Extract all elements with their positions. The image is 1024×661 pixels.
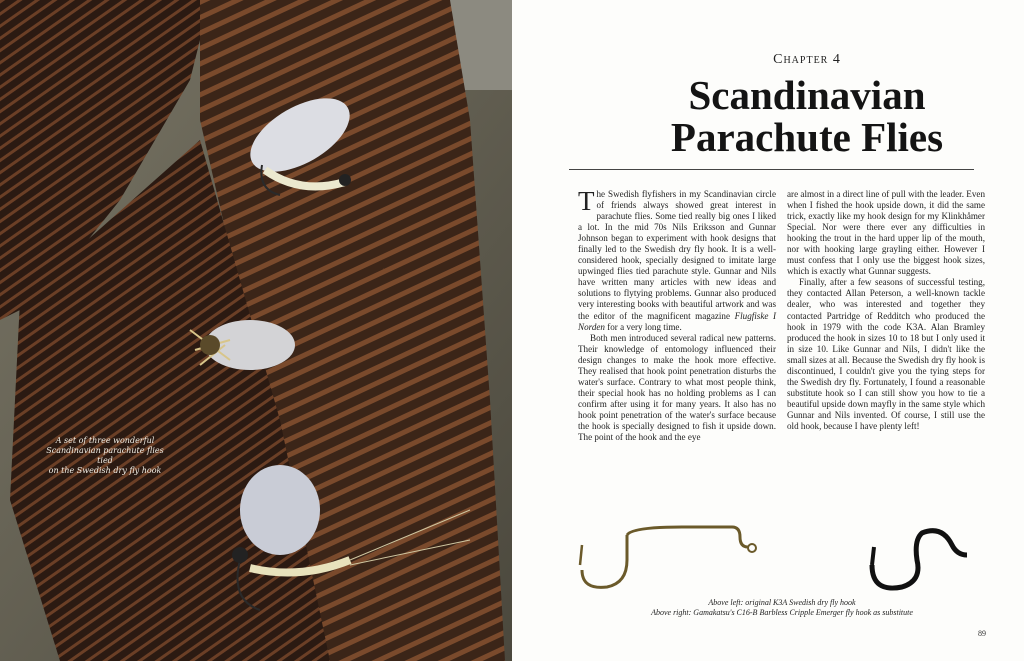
paragraph-1-text: he Swedish flyfishers in my Scandinavian circle of friends always showed great interest in parachute flies. Some tied really big ones I liked a lot. In the mid 70s Nils Eriksson and Gunnar Johnson began to experiment with hook designs that finally led to the Swedish dry fly hook. It is a well-considered hook, specially designed to imitate large upwinged flies tied parachute style. Gunnar and Nils have written many articles with new ideas and solutions to flytying problems. Gunnar also produced very interesting books with beautiful artwork and was the editor of the magnificent magazine <box>578 189 776 321</box>
magazine-title: Flugfiske I Norden <box>578 310 776 332</box>
hook-caption-line-1: Above left: original K3A Swedish dry fly hook <box>708 598 856 607</box>
chapter-label: Chapter 4 <box>773 52 841 67</box>
drop-cap: T <box>578 186 595 216</box>
hook-figure <box>572 515 982 595</box>
paragraph-2: Both men introduced several radical new patterns. Their knowledge of entomology influenced their design changes to make the hook more effective. They realised that hook point penetration disturbs the water's surface. Contrary to what most people think, their special hook has no holding problems as I can confirm after using it for many years. It also has no hook point penetration of the water's surface because the hook is specially designed to fish it upside down. The point of the hook and the eye <box>578 332 776 443</box>
chapter-title-line-2: Parachute Flies <box>670 114 944 160</box>
k3a-hook-image <box>580 527 756 587</box>
photo-caption-line: on the Swedish dry fly hook <box>48 466 162 475</box>
photo-caption-line: Scandinavian parachute flies tied <box>46 446 164 465</box>
photo-caption <box>40 436 170 476</box>
paragraph-1 <box>578 186 776 333</box>
chapter-title <box>572 74 1024 158</box>
photo-caption-line: A set of three wonderful <box>55 436 155 445</box>
text-column-2 <box>787 189 985 432</box>
hook-caption-line-2: Above right: Gamakatsu's C16-B Barbless Cripple Emerger fly hook as substitute <box>651 608 913 617</box>
title-rule <box>569 169 974 170</box>
gamakatsu-hook-image <box>872 531 967 588</box>
paragraph-3: are almost in a direct line of pull with the leader. Even when I fished the hook upside down, it did the same trick, exactly like my hook design for my Klinkhåmer Special. Nor were there ever any difficulties in hooking the trout in the hard upper lip of the mouth, nor with hooking large grayling either. However I must confess that I only use the biggest hook sizes, which is exactly what Gunnar suggests. <box>787 189 985 277</box>
page-number: 89 <box>978 629 986 638</box>
paragraph-1-end: for a very long time. <box>607 321 682 332</box>
chapter-title-line-1: Scandinavian <box>688 72 926 118</box>
paragraph-4: Finally, after a few seasons of successful testing, they contacted Allan Peterson, a well-known tackle dealer, who was interested and together they contacted Partridge of Redditch who produced the hook in 1979 with the code K3A. Alan Bramley produced the hook in sizes 10 to 18 but I only used it in size 10. Like Gunnar and Nils, I didn't like the small sizes at all. Because the Swedish dry fly hook is discontinued, I couldn't give you the tying steps for the Swedish dry fly. Fortunately, I found a reasonable substitute hook so I can still show you how to tie a beautiful upside down mayfly in the same style which Gunnar and Nils invented. Of course, I still use the old hook, because I have plenty left! <box>787 277 985 431</box>
text-column-1 <box>578 186 776 443</box>
hook-caption <box>592 598 972 618</box>
text-page <box>512 0 1024 661</box>
